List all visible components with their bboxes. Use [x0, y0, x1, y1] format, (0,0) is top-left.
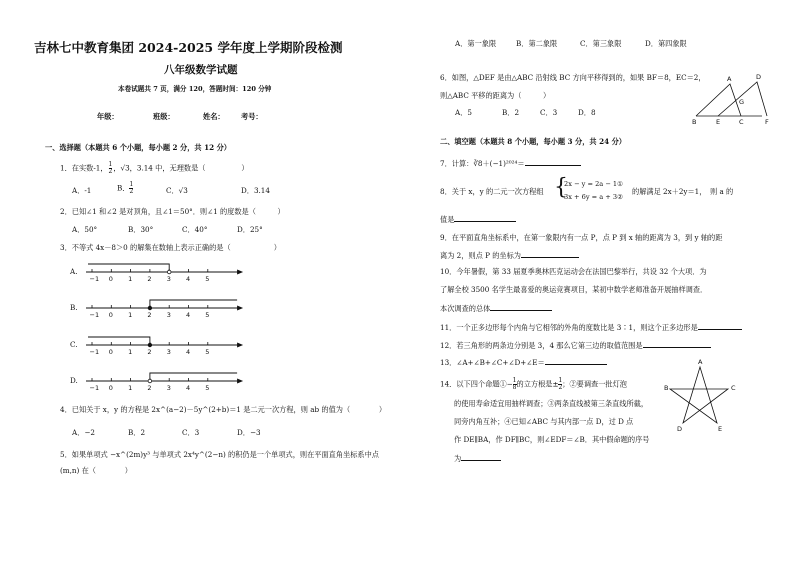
number-line-tick-label: −1 [89, 348, 100, 356]
q2-option-d[interactable]: D．25° [237, 225, 263, 234]
q5-stem2: (m,n) 在（ ） [60, 466, 132, 475]
q6-option-c[interactable]: C．3 [540, 108, 558, 117]
number-line-tick-label: 3 [166, 275, 171, 283]
pentagram [670, 367, 728, 423]
number-line-tick-label: 2 [147, 311, 152, 319]
q1-option-a[interactable]: A．-1 [72, 186, 92, 195]
q1-option-d[interactable]: D．3.14 [241, 186, 270, 195]
label-e: E [716, 118, 721, 126]
q5-option-c[interactable]: C．第三象限 [580, 39, 622, 48]
q2-option-b[interactable]: B．30° [128, 225, 154, 234]
number-line-tick-label: 1 [128, 311, 133, 319]
q8-eq1: 2x − y = 2a − 1① [564, 180, 624, 188]
star-label-c: C [731, 384, 736, 392]
label-a: A [727, 75, 732, 83]
number-line-tick-label: 4 [186, 275, 191, 283]
q6-option-b[interactable]: B．2 [502, 108, 520, 117]
q5-option-d[interactable]: D．第四象限 [645, 39, 687, 48]
q6-stem: 6．如图，△DEF 是由△ABC 沿射线 BC 方向平移得到的，如果 BF＝8，EC＝2， [440, 73, 706, 82]
label-c: C [739, 118, 744, 126]
q6-stem2: 则△ABC 平移的距离为（ ） [440, 91, 551, 100]
number-line-tick-label: 2 [147, 348, 152, 356]
q14-line2: 的使用寿命适宜用抽样调查；③两条直线被第三条直线所截， [454, 399, 649, 408]
q1-option-b[interactable]: B． $\frac{1}{2}$ [117, 181, 134, 195]
q1-stem: 1．在实数-1， $\frac{1}{2}$ ，√3，3.14 中，无理数是（ ） [60, 161, 249, 175]
q8-stem: 8．关于 x，y 的二元一次方程组 [440, 187, 544, 196]
section1-heading: 一、选择题（本题共 6 个小题，每小题 2 分，共 12 分） [45, 143, 231, 152]
q9-line1: 9．在平面直角坐标系中，在第一象限内有一点 P，点 P 到 x 轴的距离为 3，到 y 轴的距 [440, 233, 723, 242]
exam-title: 吉林七中教育集团 2024-2025 学年度上学期阶段检测 [34, 40, 343, 55]
field-class: 班级： [153, 112, 175, 121]
q10-line2: 了解全校 3500 名学生最喜爱的奥运竞赛项目，某初中数学老师准备开展抽样调查． [440, 285, 708, 294]
q12-stem: 12．若三角形的两条边分别是 3，4 那么它第三边的取值范围是 [440, 340, 711, 350]
number-line-tick-label: 4 [186, 348, 191, 356]
label-b: B [692, 118, 697, 126]
exam-info: 本卷试题共 7 页，满分 120，答题时间：120 分钟 [118, 85, 272, 93]
q4-option-a[interactable]: A．−2 [72, 428, 95, 437]
q3-option-a-label[interactable]: A. [70, 267, 78, 276]
number-line-tick-label: 1 [128, 384, 133, 392]
number-line-tick-label: 0 [108, 275, 113, 283]
q2-stem: 2．已知∠1 和∠2 是对顶角，且∠1＝50°．则∠1 的度数是（ ） [60, 207, 285, 216]
q7-stem: 7．计算：∛8＋(−1)²⁰²⁴＝ [440, 158, 581, 168]
number-line-tick-label: 3 [166, 348, 171, 356]
star-label-a: A [698, 358, 703, 366]
number-line-tick-label: 4 [186, 384, 191, 392]
number-line-tick-label: 3 [166, 384, 171, 392]
q1-option-c[interactable]: C．√3 [166, 186, 188, 195]
number-line-tick-label: 4 [186, 311, 191, 319]
q5-option-a[interactable]: A．第一象限 [455, 39, 497, 48]
number-line-tick-label: 3 [166, 311, 171, 319]
q14-line4: 作 DE∥BA，作 DF∥BC，则∠EDF＝∠B．其中假命题的序号 [454, 435, 650, 444]
number-line-tick-label: 0 [108, 384, 113, 392]
q3-option-c-label[interactable]: C. [70, 340, 78, 349]
q4-option-d[interactable]: D．−3 [237, 428, 261, 437]
q11-stem: 11．一个正多边形每个内角与它相邻的外角的度数比是 3∶1，则这个正多边形是 [440, 322, 742, 332]
label-f: F [765, 118, 769, 126]
q14-line3: 同旁内角互补；④已知∠ABC 与其内部一点 D，过 D 点 [454, 417, 634, 426]
q3-option-b-label[interactable]: B. [70, 303, 78, 312]
q14-line1: 14．以下四个命题①− $\frac{1}{8}$ 的立方根是± $\frac{1}{2}$ ；②要调查一批灯泡 [440, 377, 627, 391]
q5-stem: 5．如果单项式 −x^(2m)y³ 与单项式 2x⁴y^(2−n) 的积仍是一个单项式，则在平面直角坐标系中点 [60, 450, 379, 459]
q9-line2: 离为 2，则点 P 的坐标为 [440, 250, 579, 260]
q8-brace: { [554, 175, 568, 200]
number-line-tick-label: 5 [205, 275, 210, 283]
field-name: 姓名： [203, 112, 225, 121]
label-g: G [739, 98, 745, 106]
q3-stem: 3．不等式 4x－8＞0 的解集在数轴上表示正确的是（ ） [60, 243, 281, 252]
star-label-e: E [718, 425, 723, 433]
q8-tail2: 值是 [440, 214, 516, 224]
q6-option-a[interactable]: A．5 [455, 108, 472, 117]
q13-stem: 13．∠A+∠B+∠C+∠D+∠E＝ [440, 357, 607, 367]
number-line-tick-label: 0 [108, 311, 113, 319]
number-line-tick-label: 1 [128, 348, 133, 356]
number-line-tick-label: −1 [89, 384, 100, 392]
section2-heading: 二、填空题（本题共 8 个小题，每小题 3 分，共 24 分） [440, 137, 626, 146]
q8-eq2: 3x + 6y = a + 3② [564, 193, 624, 201]
number-line-tick-label: 2 [147, 384, 152, 392]
q2-option-c[interactable]: C．40° [182, 225, 208, 234]
q4-option-b[interactable]: B．2 [128, 428, 146, 437]
number-line-tick-label: 5 [205, 384, 210, 392]
number-line-tick-label: −1 [89, 311, 100, 319]
q8-tail: 的解满足 2x＋2y＝1， 则 a 的 [632, 187, 734, 196]
q5-option-b[interactable]: B．第二象限 [516, 39, 558, 48]
q10-line3: 本次调查的总体 [440, 303, 552, 313]
field-grade: 年级： [97, 112, 119, 121]
q3-option-d-label[interactable]: D. [70, 376, 78, 385]
q10-line1: 10．今年暑假，第 33 届夏季奥林匹克运动会在法国巴黎举行，共设 32 个大项．为 [440, 267, 707, 276]
star-label-d: D [677, 425, 683, 433]
number-line-tick-label: 5 [205, 348, 210, 356]
number-line-tick-label: 1 [128, 275, 133, 283]
q4-stem: 4．已知关于 x，y 的方程是 2x^(a−2)－5y^(2+b)＝1 是二元一次方程，则 ab 的值为（ ） [60, 405, 387, 414]
number-line-tick-label: −1 [89, 275, 100, 283]
number-line-tick-label: 5 [205, 311, 210, 319]
q6-option-d[interactable]: D．8 [578, 108, 596, 117]
q4-option-c[interactable]: C．3 [182, 428, 200, 437]
star-label-b: B [664, 384, 669, 392]
q14-line5: 为 [454, 453, 501, 463]
q2-option-a[interactable]: A．50° [72, 225, 98, 234]
label-d: D [756, 73, 762, 81]
exam-subtitle: 八年级数学试题 [164, 64, 238, 76]
number-line-tick-label: 2 [147, 275, 152, 283]
number-line-tick-label: 0 [108, 348, 113, 356]
field-id: 考号： [241, 112, 263, 121]
